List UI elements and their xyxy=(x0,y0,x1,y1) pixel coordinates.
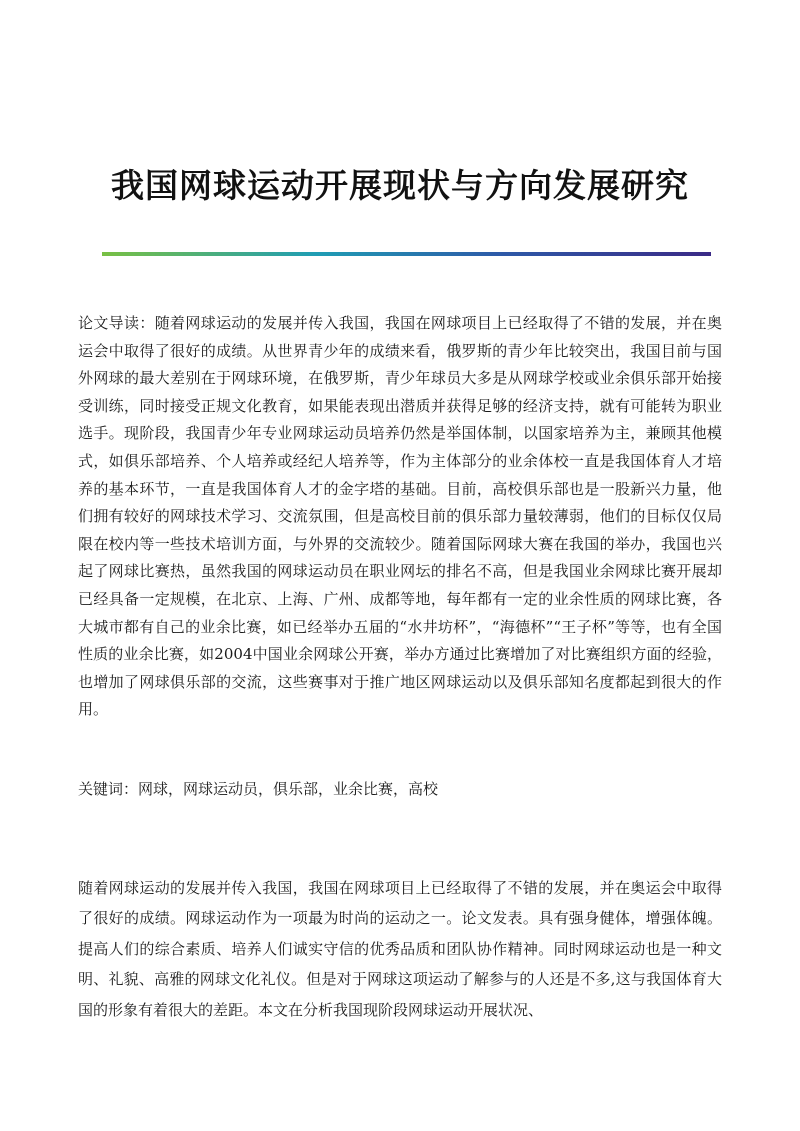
title-divider xyxy=(102,252,711,256)
body-paragraph: 随着网球运动的发展并传入我国，我国在网球项目上已经取得了不错的发展，并在奥运会中取得了很好的成绩。网球运动作为一项最为时尚的运动之一。论文发表。具有强身健体，增强体魄。提高人们的综合素质、培养人们诚实守信的优秀品质和团队协作精神。同时网球运动也是一种文明、礼貌、高雅的网球文化礼仪。但是对于网球这项运动了解参与的人还是不多,这与我国体育大国的形象有着很大的差距。本文在分析我国现阶段网球运动开展状况、 xyxy=(78,879,722,1019)
abstract-paragraph xyxy=(78,310,722,724)
keywords-label: 关键词： xyxy=(78,780,139,798)
keywords-line xyxy=(78,776,722,804)
abstract-text: 随着网球运动的发展并传入我国，我国在网球项目上已经取得了不错的发展，并在奥运会中取得了很好的成绩。从世界青少年的成绩来看，俄罗斯的青少年比较突出，我国目前与国外网球的最大差别在于网球环境，在俄罗斯，青少年球员大多是从网球学校或业余俱乐部开始接受训练，同时接受正规文化教育，如果能表现出潜质并获得足够的经济支持，就有可能转为职业选手。现阶段，我国青少年专业网球运动员培养仍然是举国体制，以国家培养为主，兼顾其他模式，如俱乐部培养、个人培养或经纪人培养等，作为主体部分的业余体校一直是我国体育人才培养的基本环节，一直是我国体育人才的金字塔的基础。目前，高校俱乐部也是一股新兴力量，他们拥有较好的网球技术学习、交流氛围，但是高校目前的俱乐部力量较薄弱，他们的目标仅仅局限在校内等一些技术培训方面，与外界的交流较少。随着国际网球大赛在我国的举办，我国也兴起了网球比赛热，虽然我国的网球运动员在职业网坛的排名不高，但是我国业余网球比赛开展却已经具备一定规模，在北京、上海、广州、成都等地，每年都有一定的业余性质的网球比赛，各大城市都有自己的业余比赛，如已经举办五届的“水井坊杯”，“海德杯”“王子杯”等等，也有全国性质的业余比赛，如2004中国业余网球公开赛，举办方通过比赛增加了对比赛组织方面的经验，也增加了网球俱乐部的交流，这些赛事对于推广地区网球运动以及俱乐部知名度都起到很大的作用。 xyxy=(78,314,722,719)
document-title: 我国网球运动开展现状与方向发展研究 xyxy=(111,166,689,205)
keywords-text: 网球，网球运动员，俱乐部，业余比赛，高校 xyxy=(138,780,439,798)
abstract-label: 论文导读： xyxy=(78,314,155,332)
